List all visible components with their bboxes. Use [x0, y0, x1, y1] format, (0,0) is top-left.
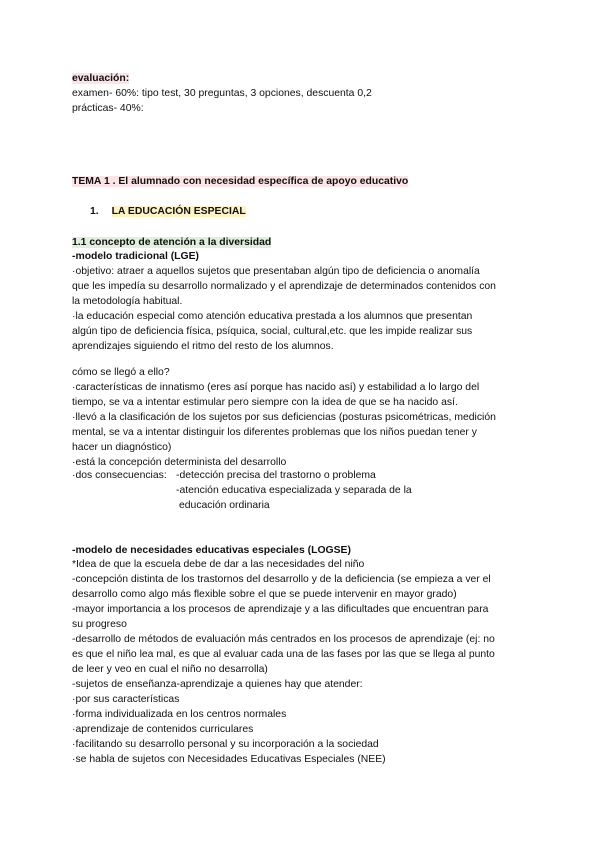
origin-question: cómo se llegó a ello? [72, 367, 170, 378]
paragraph-line: desarrollo como algo más flexible sobre el que se puede intervenir en mayor grado) [72, 589, 457, 600]
section-title: LA EDUCACIÓN ESPECIAL [111, 206, 246, 217]
exam-line: examen- 60%: tipo test, 30 preguntas, 3 opciones, descuenta 0,2 [72, 88, 372, 99]
paragraph-line: que les impedía su desarrollo normalizado y el aprendizaje de determinados contenidos con [72, 281, 496, 292]
section-heading [90, 204, 246, 219]
bullet-item: ·por sus características [72, 694, 180, 705]
paragraph-line: -sujetos de enseñanza-aprendizaje a quienes hay que atender: [72, 679, 363, 690]
paragraph-line: ·llevó a la clasificación de los sujetos por sus deficiencias (posturas psicométricas, medición [72, 412, 496, 423]
tema-title: TEMA 1 . El alumnado con necesidad específica de apoyo educativo [72, 176, 409, 187]
paragraph-line: ·está la concepción determinista del desarrollo [72, 457, 287, 468]
paragraph-line: aprendizajes siguiendo el ritmo del resto de los alumnos. [72, 341, 334, 352]
bullet-item: ·facilitando su desarrollo personal y su incorporación a la sociedad [72, 739, 379, 750]
paragraph-line: la metodología habitual. [72, 296, 183, 307]
section-number: 1. [90, 206, 99, 217]
paragraph-line: de leer y veo en cual el niño no desarrolla) [72, 664, 268, 675]
consequences-label: ·dos consecuencias: [72, 470, 167, 481]
paragraph-line: -mayor importancia a los procesos de aprendizaje y a las dificultades que encuentran para [72, 604, 489, 615]
consequence-item: -detección precisa del trastorno o problema [176, 470, 376, 481]
paragraph-line: ·objetivo: atraer a aquellos sujetos que presentaban algún tipo de deficiencia o anomalía [72, 266, 480, 277]
evaluation-heading: evaluación: [72, 73, 130, 84]
consequence-item: -atención educativa especializada y separada de la [176, 485, 412, 496]
paragraph-line: -concepción distinta de los trastornos del desarrollo y de la deficiencia (se empieza a ver el [72, 574, 491, 585]
bullet-item: ·forma individualizada en los centros normales [72, 709, 287, 720]
bullet-item: ·aprendizaje de contenidos curriculares [72, 724, 254, 735]
model-logse-title: -modelo de necesidades educativas especiales (LOGSE) [72, 545, 351, 556]
paragraph-line: algún tipo de deficiencia física, psíquica, social, cultural,etc. que les impide realizar sus [72, 326, 473, 337]
paragraph-line: *Idea de que la escuela debe de dar a las necesidades del niño [72, 559, 365, 570]
practicas-line: prácticas- 40%: [72, 103, 144, 114]
consequence-item-continued: educación ordinaria [179, 500, 270, 511]
bullet-item: ·se habla de sujetos con Necesidades Educativas Especiales (NEE) [72, 754, 386, 765]
paragraph-line: tiempo, se va a intentar estimular pero siempre con la idea de que se ha nacido así. [72, 397, 458, 408]
paragraph-line: -desarrollo de métodos de evaluación más centrados en los procesos de aprendizaje (ej: no [72, 634, 495, 645]
paragraph-line: su progreso [72, 619, 127, 630]
paragraph-line: ·características de innatismo (eres así porque has nacido así) y estabilidad a lo largo del [72, 382, 480, 393]
paragraph-line: es que el niño lea mal, es que al evaluar cada una de las fases por las que se llega al punto [72, 649, 495, 660]
subsection-heading: 1.1 concepto de atención a la diversidad [72, 237, 272, 248]
paragraph-line: ·la educación especial como atención educativa prestada a los alumnos que presentan [72, 311, 473, 322]
model-tradicional-title: -modelo tradicional (LGE) [72, 251, 200, 262]
paragraph-line: mental, se va a intentar distinguir los diferentes problemas que los niños puedan tener y [72, 427, 477, 438]
paragraph-line: hacer un diagnóstico) [72, 442, 172, 453]
